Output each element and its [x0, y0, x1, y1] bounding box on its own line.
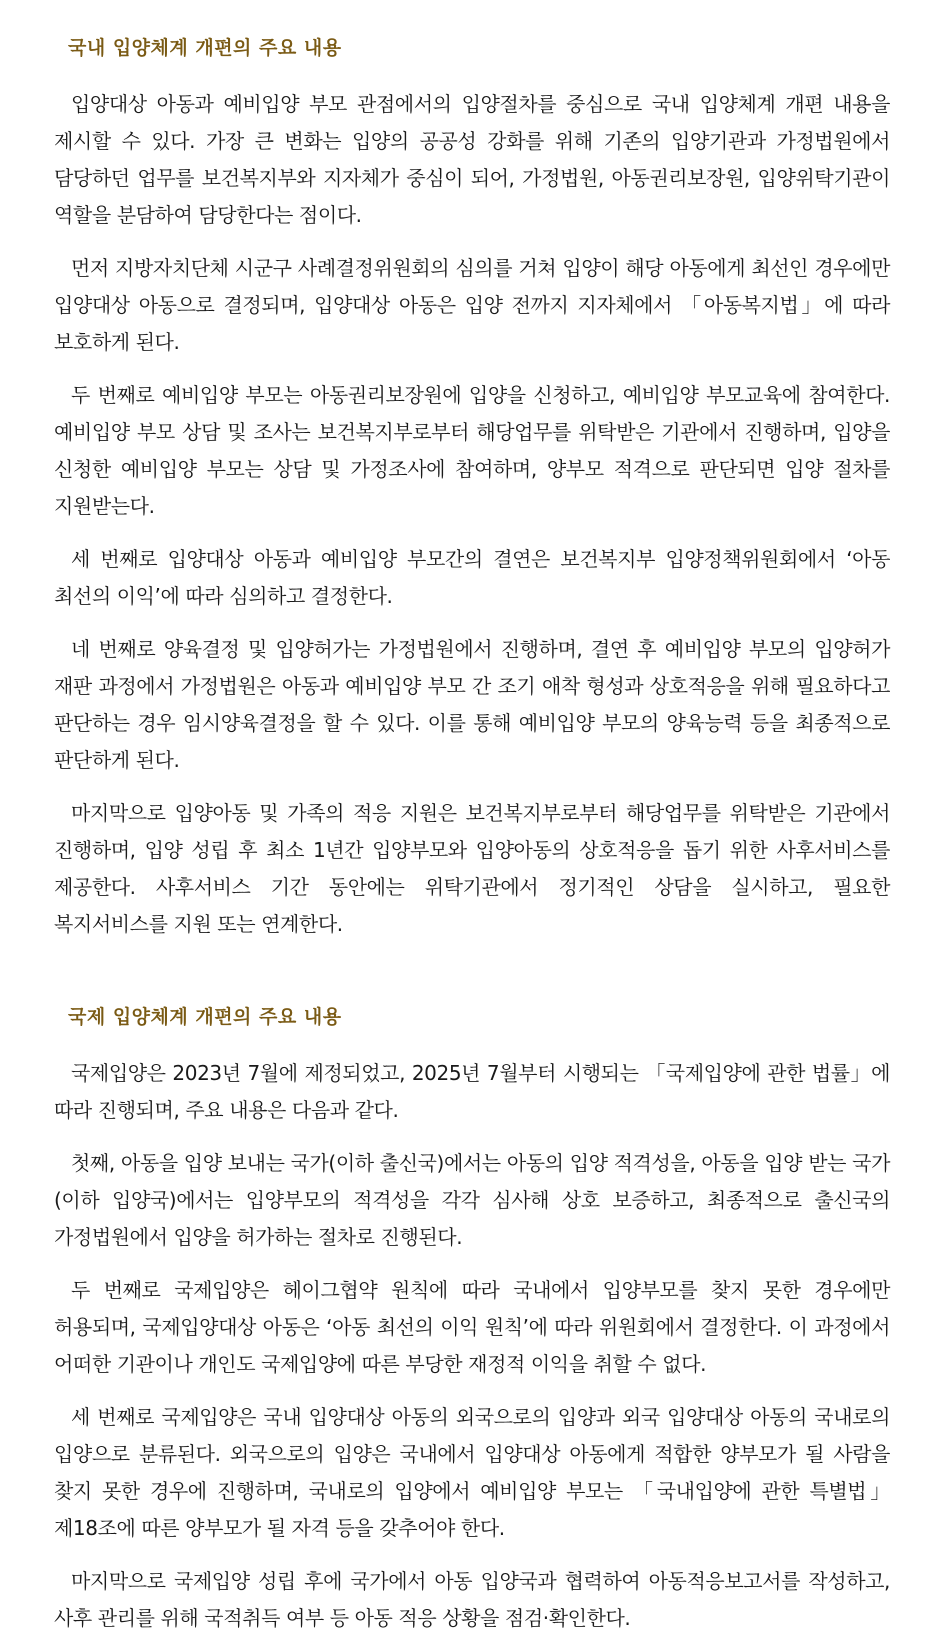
domestic-paragraph-5: 네 번째로 양육결정 및 입양허가는 가정법원에서 진행하며, 결연 후 예비입양 부모의 입양허가 재판 과정에서 가정법원은 아동과 예비입양 부모 간 조기 애착 형성과 상호적응을 위해 필요하다고 판단하는 경우 임시양육결정을 할 수 있다. 이를 통해 예비입양 부모의 양육능력 등을 최종적으로 판단하게 된다.	[54, 637, 890, 772]
domestic-paragraph-4: 세 번째로 입양대상 아동과 예비입양 부모간의 결연은 보건복지부 입양정책위원회에서 ‘아동 최선의 이익’에 따라 심의하고 결정한다.	[54, 547, 890, 608]
domestic-paragraph-2: 먼저 지방자치단체 시군구 사례결정위원회의 심의를 거쳐 입양이 해당 아동에게 최선인 경우에만 입양대상 아동으로 결정되며, 입양대상 아동은 입양 전까지 지자체에서 「아동복지법」에 따라 보호하게 된다.	[54, 256, 890, 354]
domestic-paragraph-6: 마지막으로 입양아동 및 가족의 적응 지원은 보건복지부로부터 해당업무를 위탁받은 기관에서 진행하며, 입양 성립 후 최소 1년간 입양부모와 입양아동의 상호적응을 돕기 위한 사후서비스를 제공한다. 사후서비스 기간 동안에는 위탁기관에서 정기적인 상담을 실시하고, 필요한 복지서비스를 지원 또는 연계한다.	[54, 801, 890, 936]
international-paragraph-2: 첫째, 아동을 입양 보내는 국가(이하 출신국)에서는 아동의 입양 적격성을, 아동을 입양 받는 국가(이하 입양국)에서는 입양부모의 적격성을 각각 심사해 상호 보증하고, 최종적으로 출신국의 가정법원에서 입양을 허가하는 절차로 진행된다.	[54, 1151, 890, 1249]
international-paragraph-4: 세 번째로 국제입양은 국내 입양대상 아동의 외국으로의 입양과 외국 입양대상 아동의 국내로의 입양으로 분류된다. 외국으로의 입양은 국내에서 입양대상 아동에게 적합한 양부모가 될 사람을 찾지 못한 경우에 진행하며, 국내로의 입양에서 예비입양 부모는 「국내입양에 관한 특별법」 제18조에 따른 양부모가 될 자격 등을 갖추어야 한다.	[54, 1405, 890, 1540]
international-section-title: 국제 입양체계 개편의 주요 내용	[68, 1006, 342, 1028]
international-adoption-section	[54, 999, 890, 1637]
international-paragraph-5: 마지막으로 국제입양 성립 후에 국가에서 아동 입양국과 협력하여 아동적응보고서를 작성하고, 사후 관리를 위해 국적취득 여부 등 아동 적응 상황을 점검·확인한다.	[54, 1569, 890, 1630]
international-paragraph-3: 두 번째로 국제입양은 헤이그협약 원칙에 따라 국내에서 입양부모를 찾지 못한 경우에만 허용되며, 국제입양대상 아동은 ‘아동 최선의 이익 원칙’에 따라 위원회에서 결정한다. 이 과정에서 어떠한 기관이나 개인도 국제입양에 따른 부당한 재정적 이익을 취할 수 없다.	[54, 1278, 890, 1376]
domestic-section-title: 국내 입양체계 개편의 주요 내용	[68, 37, 342, 59]
domestic-paragraph-1: 입양대상 아동과 예비입양 부모 관점에서의 입양절차를 중심으로 국내 입양체계 개편 내용을 제시할 수 있다. 가장 큰 변화는 입양의 공공성 강화를 위해 기존의 입양기관과 가정법원에서 담당하던 업무를 보건복지부와 지자체가 중심이 되어, 가정법원, 아동권리보장원, 입양위탁기관이 역할을 분담하여 담당한다는 점이다.	[54, 92, 890, 227]
domestic-paragraph-3: 두 번째로 예비입양 부모는 아동권리보장원에 입양을 신청하고, 예비입양 부모교육에 참여한다. 예비입양 부모 상담 및 조사는 보건복지부로부터 해당업무를 위탁받은 기관에서 진행하며, 입양을 신청한 예비입양 부모는 상담 및 가정조사에 참여하며, 양부모 적격으로 판단되면 입양 절차를 지원받는다.	[54, 383, 890, 518]
domestic-adoption-section	[54, 30, 890, 943]
international-paragraph-1: 국제입양은 2023년 7월에 제정되었고, 2025년 7월부터 시행되는 「국제입양에 관한 법률」에 따라 진행되며, 주요 내용은 다음과 같다.	[54, 1061, 890, 1122]
